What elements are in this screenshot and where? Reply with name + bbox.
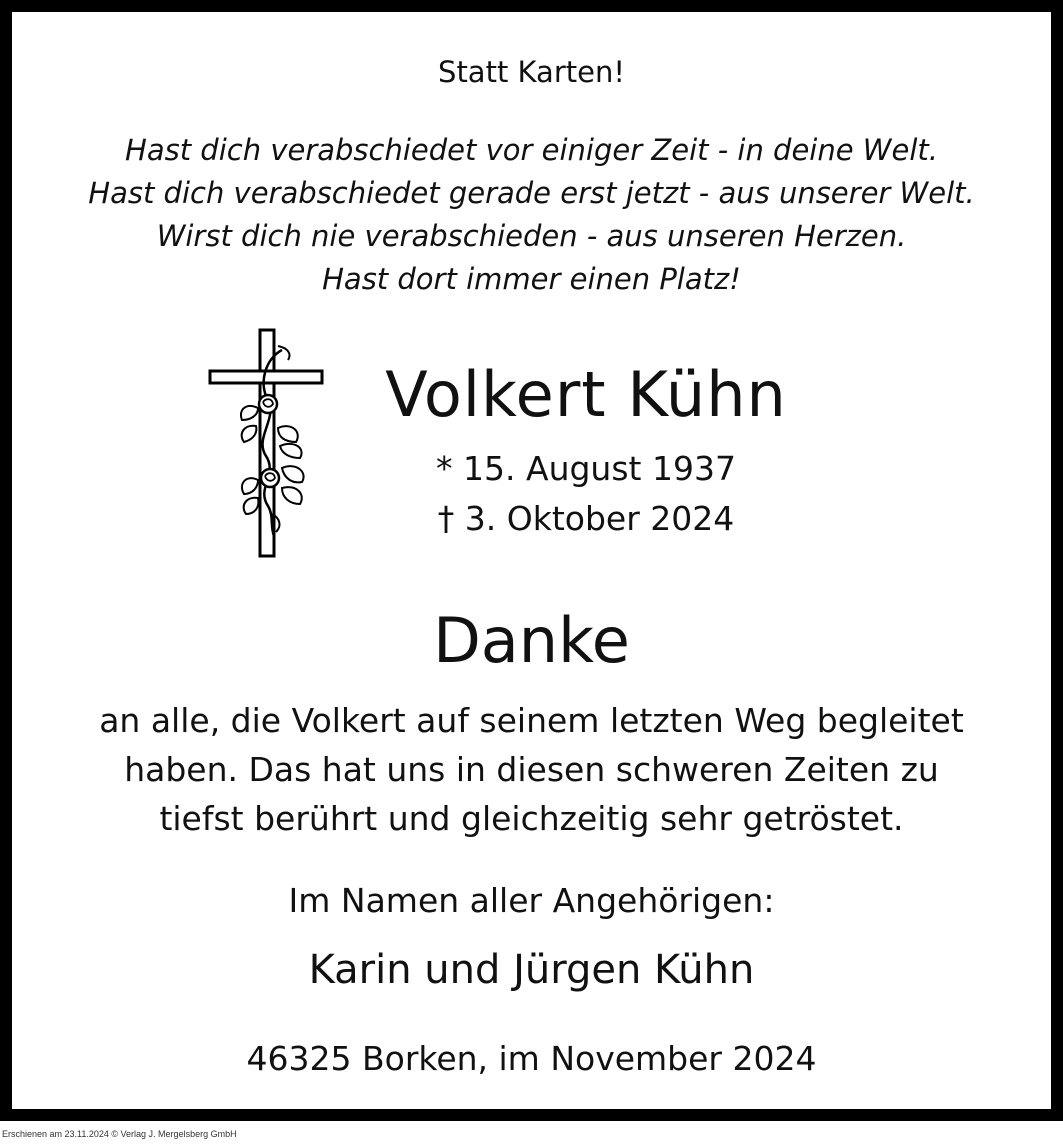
- poem: [12, 129, 1051, 301]
- birth-date: * 15. August 1937: [436, 449, 736, 488]
- poem-line: Wirst dich nie verabschieden - aus unseren Herzen.: [156, 219, 907, 253]
- family-names: Karin und Jürgen Kühn: [308, 947, 755, 993]
- on-behalf-line: Im Namen aller Angehörigen:: [288, 881, 775, 920]
- publication-footer: Erschienen am 23.11.2024 © Verlag J. Mergelsberg GmbH: [2, 1129, 237, 1139]
- poem-line: Hast dich verabschiedet vor einiger Zeit - in deine Welt.: [125, 133, 938, 167]
- place-and-date: 46325 Borken, im November 2024: [246, 1039, 817, 1078]
- thanks-line: tiefst berührt und gleichzeitig sehr getröstet.: [159, 799, 904, 838]
- death-date: † 3. Oktober 2024: [437, 499, 735, 538]
- thanks-title: Danke: [433, 604, 630, 677]
- notice-heading: Statt Karten!: [438, 55, 625, 89]
- thanks-line: an alle, die Volkert auf seinem letzten Weg begleitet: [99, 701, 964, 740]
- thanks-text: [12, 696, 1051, 843]
- deceased-name: Volkert Kühn: [385, 358, 787, 431]
- poem-line: Hast dich verabschiedet gerade erst jetzt - aus unserer Welt.: [88, 176, 975, 210]
- poem-line: Hast dort immer einen Platz!: [322, 262, 741, 296]
- obituary-notice: [12, 12, 1051, 1109]
- thanks-line: haben. Das hat uns in diesen schweren Zeiten zu: [124, 750, 939, 789]
